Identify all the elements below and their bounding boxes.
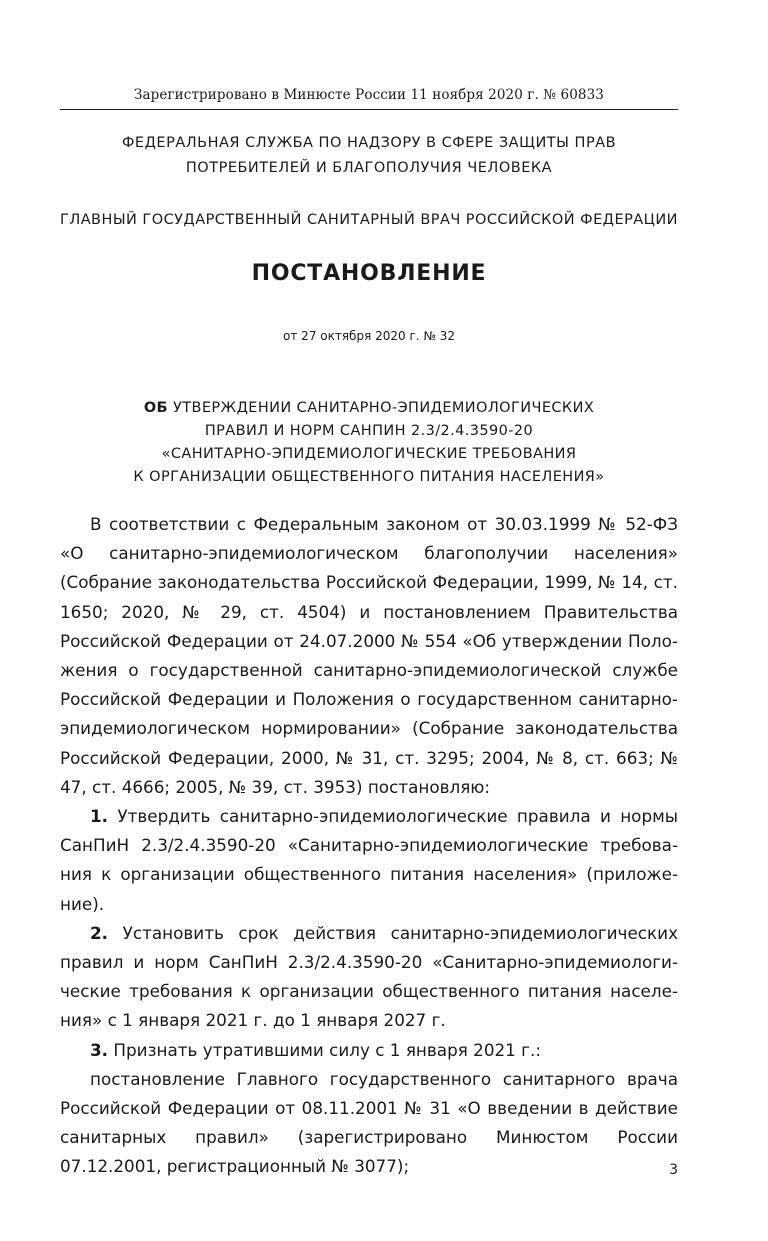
item-3-text: Признать утратившими силу с 1 января 2021 г.: (108, 1039, 541, 1060)
subject-line-1-rest: УТВЕРЖДЕНИИ САНИТАРНО-ЭПИДЕМИОЛОГИЧЕСКИХ (168, 400, 595, 416)
subject-line-1 (60, 397, 678, 420)
item-2-text: Установить срок действия санитарно-эпидемиологических правил и норм СанПиН 2.3/2.4.3590-20 «Санитарно-эпидемиологические требования к организации общественного питания населения» с 1 января 2021 г. до 1 января 2027 г. (60, 922, 678, 1031)
document-page (60, 0, 678, 1241)
subject-line-1-bold: ОБ (143, 400, 168, 416)
item-3-number: 3. (90, 1039, 109, 1060)
item-2-number: 2. (90, 922, 109, 943)
item-1-number: 1. (90, 806, 109, 827)
header-divider (60, 109, 678, 110)
document-subject (60, 397, 678, 489)
item-3-paragraph (60, 1036, 678, 1065)
agency-name (60, 131, 678, 181)
item-3-subparagraph-1: постановление Главного государственного санитарного врача Российской Федерации от 08.11.2001 № 31 «О введении в действие санитарных правил» (зарегистрировано Минюстом России 07.12.2001, регистрационный № 3077); (60, 1068, 678, 1177)
chief-sanitary-doctor-title: ГЛАВНЫЙ ГОСУДАРСТВЕННЫЙ САНИТАРНЫЙ ВРАЧ РОССИЙСКОЙ ФЕДЕРАЦИИ (60, 212, 678, 228)
page-number: 3 (669, 1162, 678, 1178)
subject-line-2: ПРАВИЛ И НОРМ САНПИН 2.3/2.4.3590-20 (204, 423, 534, 439)
item-1-text: Утвердить санитарно-эпидемиологические правила и нормы СанПиН 2.3/2.4.3590-20 «Санитарно-эпидемиологические требования к организации общественного питания населения» (приложение). (60, 806, 678, 914)
document-date-number: от 27 октября 2020 г. № 32 (283, 329, 455, 343)
document-body (60, 510, 678, 1182)
agency-name-line2: ПОТРЕБИТЕЛЕЙ И БЛАГОПОЛУЧИЯ ЧЕЛОВЕКА (185, 160, 553, 176)
registration-note: Зарегистрировано в Минюсте России 11 ноября 2020 г. № 60833 (134, 87, 604, 103)
item-1-paragraph (60, 802, 678, 919)
subject-line-3: «САНИТАРНО-ЭПИДЕМИОЛОГИЧЕСКИЕ ТРЕБОВАНИЯ (161, 446, 577, 462)
document-type-heading: ПОСТАНОВЛЕНИЕ (251, 261, 487, 286)
preamble-paragraph: В соответствии с Федеральным законом от 30.03.1999 № 52-ФЗ «О санитарно-эпидемиологическом благополучии населения» (Собрание законодательства Российской Федерации, 1999, № 14, ст. 1650; 2020, № 29, ст. 4504) и постановлением Правительства Российской Федерации от 24.07.2000 № 554 «Об утверждении Положения о государственной санитарно-эпидемиологической службе Российской Федерации и Положения о государственном санитарно-эпидемиологическом нормировании» (Собрание законодательства Российской Федерации, 2000, № 31, ст. 3295; 2004, № 8, ст. 663; № 47, ст. 4666; 2005, № 39, ст. 3953) постановляю: (60, 514, 678, 797)
subject-line-4: К ОРГАНИЗАЦИИ ОБЩЕСТВЕННОГО ПИТАНИЯ НАСЕЛЕНИЯ» (133, 469, 605, 485)
item-2-paragraph (60, 919, 678, 1036)
agency-name-line1: ФЕДЕРАЛЬНАЯ СЛУЖБА ПО НАДЗОРУ В СФЕРЕ ЗАЩИТЫ ПРАВ (121, 135, 617, 151)
